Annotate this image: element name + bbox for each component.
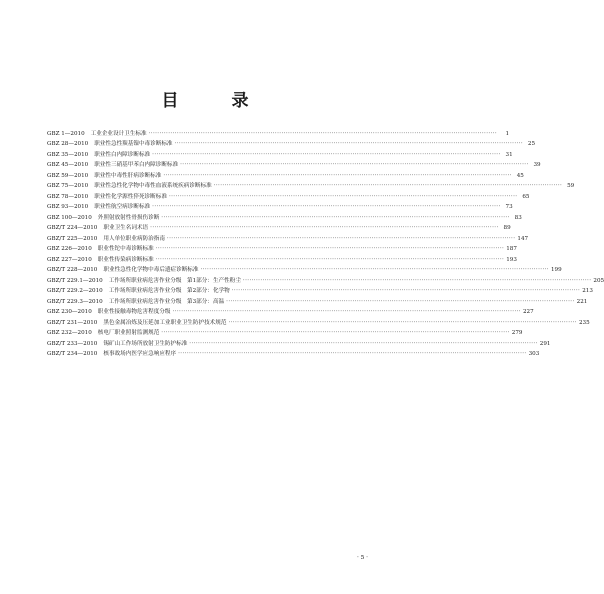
toc-entry[interactable]	[47, 264, 562, 275]
toc-entry-leader: ································································································································································	[172, 309, 521, 315]
toc-entry-page: 59	[567, 183, 575, 189]
toc-entry-code: GBZ/T 229.3—2010	[47, 298, 103, 305]
toc-entry-code: GBZ 28—2010	[47, 141, 89, 147]
toc-entry-page: 25	[527, 141, 536, 147]
toc-entry-leader: ································································································································································	[213, 183, 563, 189]
toc-entry-code: GBZ 59—2010	[47, 172, 89, 179]
toc-entry[interactable]	[47, 337, 551, 348]
toc-entry[interactable]	[47, 306, 534, 317]
toc-entry[interactable]	[47, 211, 522, 222]
toc-entry-title: 外照射放射性骨损伤诊断	[97, 214, 160, 221]
toc-entry-page: 235	[578, 319, 590, 326]
toc-entry-title: 职业性急性羰基镍中毒诊断标准	[94, 141, 173, 147]
toc-entry[interactable]	[47, 285, 593, 296]
toc-entry-leader: ································································································································································	[242, 277, 592, 284]
toc-entry[interactable]	[47, 169, 524, 180]
toc-entry-title: 工业企业设计卫生标准	[90, 130, 147, 137]
toc-entry-title: 职业性化学源性猝死诊断标准	[94, 193, 167, 200]
page-number: · 5 ·	[356, 555, 368, 561]
toc-entry-title: 锡矿山工作场所放射卫生防护标准	[103, 340, 188, 347]
toc-entry-page: 199	[550, 267, 562, 273]
toc-entry-leader: ································································································································································	[150, 225, 499, 231]
toc-entry-leader: ································································································································································	[152, 151, 501, 158]
toc-entry-code: GBZ 227—2010	[47, 256, 92, 263]
toc-entry-page: 65	[522, 193, 530, 200]
toc-entry-page: 45	[516, 172, 524, 179]
toc-entry-code: GBZ/T 224—2010	[47, 225, 98, 231]
page-title: 目 录	[161, 91, 267, 111]
toc-entry-page: 31	[505, 151, 513, 158]
toc-entry-leader: ································································································································································	[228, 319, 577, 326]
toc-entry-title: 核电厂职业照射监测规范	[97, 330, 160, 336]
toc-entry-leader: ································································································································································	[163, 172, 512, 179]
toc-entry-title: 职业性铊中毒诊断标准	[97, 246, 154, 252]
toc-entry-title: 工作场所职业病危害作业分级 第3部分：高温	[108, 298, 225, 305]
toc-entry-title: 职业性接触毒物危害程度分级	[97, 309, 171, 315]
toc-entry-code: GBZ 45—2010	[47, 162, 89, 168]
toc-entry-leader: ································································································································································	[155, 256, 505, 263]
toc-entry-title: 职业性白内障诊断标准	[94, 151, 151, 158]
toc-entry-code: GBZ 230—2010	[47, 309, 92, 315]
toc-entry-code: GBZ 93—2010	[47, 204, 89, 210]
toc-entry-page: 279	[511, 330, 523, 336]
toc-entry[interactable]	[47, 295, 588, 306]
toc-entry-title: 职业性急性化学物中毒后遗症诊断标准	[103, 267, 199, 273]
toc-entry[interactable]	[47, 232, 529, 243]
toc-entry[interactable]	[47, 243, 517, 254]
toc-entry-code: GBZ/T 231—2010	[47, 319, 98, 326]
toc-entry-code: GBZ 232—2010	[47, 330, 92, 336]
table-of-contents	[47, 127, 604, 358]
toc-entry-title: 职业卫生名词术语	[103, 225, 149, 231]
toc-entry-page: 205	[593, 277, 604, 284]
toc-entry-leader: ································································································································································	[148, 130, 498, 137]
toc-entry-leader: ································································································································································	[180, 162, 529, 168]
toc-entry-page: 83	[514, 214, 522, 221]
toc-entry-title: 职业性航空病诊断标准	[94, 204, 151, 210]
toc-entry[interactable]	[47, 159, 541, 170]
toc-entry[interactable]	[47, 190, 530, 201]
toc-entry-leader: ································································································································································	[231, 288, 581, 294]
toc-entry-page: 1	[505, 130, 510, 137]
toc-entry-title: 用人单位职业病防治指南	[103, 235, 165, 242]
toc-entry-leader: ································································································································································	[155, 246, 505, 252]
toc-entry[interactable]	[47, 316, 590, 327]
toc-entry-code: GBZ/T 233—2010	[47, 340, 98, 347]
toc-entry-page: 221	[576, 298, 588, 305]
toc-entry-leader: ································································································································································	[168, 193, 518, 200]
toc-entry-title: 黑色金属冶炼及压延加工业职业卫生防护技术规范	[103, 319, 227, 326]
toc-entry[interactable]	[47, 201, 513, 212]
toc-entry[interactable]	[47, 180, 575, 191]
toc-entry-page: 39	[533, 162, 541, 168]
toc-entry-code: GBZ 1—2010	[47, 130, 85, 137]
toc-entry-page: 187	[506, 246, 517, 252]
toc-entry-code: GBZ 78—2010	[47, 193, 89, 200]
toc-entry[interactable]	[47, 222, 511, 233]
toc-entry-code: GBZ 35—2010	[47, 151, 89, 158]
toc-entry-page: 227	[522, 309, 534, 315]
toc-entry-code: GBZ/T 234—2010	[47, 351, 98, 357]
toc-entry-title: 核事故场内医学应急响应程序	[103, 351, 177, 357]
toc-entry[interactable]	[47, 274, 604, 285]
toc-entry-page: 213	[582, 288, 593, 294]
toc-entry-code: GBZ/T 229.1—2010	[47, 277, 103, 284]
toc-entry-code: GBZ 226—2010	[47, 246, 92, 252]
toc-entry-title: 工作场所职业病危害作业分级 第2部分：化学物	[108, 288, 230, 294]
toc-entry-code: GBZ 100—2010	[47, 214, 92, 221]
toc-entry-leader: ································································································································································	[178, 351, 527, 357]
toc-entry-page: 147	[517, 235, 529, 242]
toc-entry-leader: ································································································································································	[226, 298, 575, 305]
toc-entry-page: 193	[506, 256, 517, 263]
toc-entry-title: 职业性急性化学物中毒性血液系统疾病诊断标准	[94, 183, 212, 189]
toc-entry-code: GBZ 75—2010	[47, 183, 89, 189]
toc-entry[interactable]	[47, 327, 523, 338]
toc-entry-page: 89	[503, 225, 511, 231]
toc-entry-page: 303	[528, 351, 540, 357]
toc-entry-title: 职业性中毒性肝病诊断标准	[94, 172, 162, 179]
toc-entry-leader: ································································································································································	[200, 267, 549, 273]
toc-entry-code: GBZ/T 228—2010	[47, 267, 98, 273]
toc-entry[interactable]	[47, 138, 536, 149]
toc-entry-leader: ································································································································································	[174, 141, 524, 147]
toc-entry[interactable]	[47, 348, 540, 359]
toc-entry-page: 291	[539, 340, 551, 347]
toc-entry-code: GBZ/T 229.2—2010	[47, 288, 103, 294]
toc-entry-title: 职业性传染病诊断标准	[97, 256, 154, 263]
toc-entry-title: 工作场所职业病危害作业分级 第1部分：生产性粉尘	[108, 277, 241, 284]
toc-entry-code: GBZ/T 225—2010	[47, 235, 98, 242]
toc-entry-leader: ································································································································································	[161, 330, 510, 336]
toc-entry[interactable]	[47, 253, 517, 264]
toc-entry-leader: ································································································································································	[152, 204, 501, 210]
toc-entry[interactable]	[47, 148, 513, 159]
toc-entry-leader: ································································································································································	[189, 340, 538, 347]
toc-entry-leader: ································································································································································	[161, 214, 510, 221]
toc-entry[interactable]	[47, 127, 510, 138]
toc-entry-leader: ································································································································································	[166, 235, 516, 242]
toc-entry-page: 73	[505, 204, 513, 210]
toc-entry-title: 职业性三硝基甲苯白内障诊断标准	[94, 162, 179, 168]
